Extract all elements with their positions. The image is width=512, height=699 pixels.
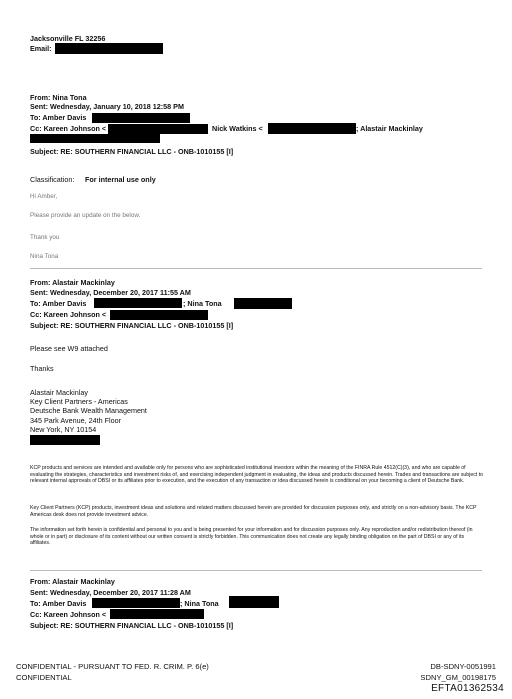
email1-greeting: Hi Amber, [30,193,58,200]
email1-thanks: Thank you [30,234,60,241]
signature-city: New York, NY 10154 [30,425,97,434]
redaction-bar [94,298,182,308]
redaction-bar [110,310,208,320]
email3-from: From: Alastair Mackinlay [30,577,115,586]
disclaimer-paragraph: The information set forth herein is confidential and personal to you and is being presented for your information and for discussion purposes only. Any reproduction and/or redistribution thereof (in whole or in part) or disclosure of its content without our written consent is strictly forbidden. This communication does not create any legally binding obligation on the part of DBSI or any of its affiliates. [30,527,473,547]
email2-cc: Cc: Kareen Johnson < [30,310,107,319]
email2-to-recipient: ; Nina Tona [183,299,222,308]
email2-body: Please see W9 attached [30,344,108,353]
email2-subject: Subject: RE: SOUTHERN FINANCIAL LLC - ONB-1010155 [I] [30,321,234,330]
separator-line [30,268,482,269]
redaction-bar [30,435,100,445]
signature-name: Alastair Mackinlay [30,388,88,397]
email3-subject: Subject: RE: SOUTHERN FINANCIAL LLC - ONB-1010155 [I] [30,621,234,630]
classification-label: Classification: [30,175,75,184]
email2-to: To: Amber Davis [30,299,87,308]
footer-bates-number: SDNY_GM_00198175 [420,673,496,682]
email1-signature: Nina Tona [30,253,59,260]
email2-thanks: Thanks [30,364,54,373]
redaction-bar [55,43,163,54]
redaction-bar [268,123,356,134]
disclaimer-paragraph: Key Client Partners (KCP) products, investment ideas and solutions and related matters discussed herein are provided for discussion purposes only, and strictly on a non-advisory basis. The KCP Americas desk does not provide investment advice. [30,505,477,518]
footer-confidential-pursuant: CONFIDENTIAL - PURSUANT TO FED. R. CRIM. P. 6(e) [16,662,209,671]
email1-cc-recipient: ; Alastair Mackinlay [356,124,423,133]
redaction-bar [92,113,190,123]
email3-sent: Sent: Wednesday, December 20, 2017 11:28 AM [30,588,191,597]
email3-to: To: Amber Davis [30,599,87,608]
classification-value: For internal use only [85,175,156,184]
redaction-bar [110,609,204,619]
signature-team: Key Client Partners - Americas [30,397,128,406]
email3-to-recipient: ; Nina Tona [180,599,219,608]
redaction-bar [234,298,292,309]
email1-from: From: Nina Tona [30,93,87,102]
email1-subject: Subject: RE: SOUTHERN FINANCIAL LLC - ONB-1010155 [I] [30,147,234,156]
redaction-bar [108,124,208,134]
signature-address: 345 Park Avenue, 24th Floor [30,416,121,425]
redaction-bar [30,134,160,143]
email1-body: Please provide an update on the below. [30,212,141,219]
redaction-bar [229,596,279,608]
footer-efta-number: EFTA01362534 [431,683,504,694]
footer-bates-number: DB-SDNY-0051991 [430,662,496,671]
signature-org: Deutsche Bank Wealth Management [30,406,147,415]
email2-from: From: Alastair Mackinlay [30,278,115,287]
footer-confidential: CONFIDENTIAL [16,673,72,682]
disclaimer-paragraph: KCP products and services are intended and available only for persons who are sophisticated institutional investors within the meaning of the FINRA Rule 4512(C)(3), and who are capable of evaluating the strategies, characteristics and investment risks of, and exercising independent judgment in evaluating, the ideas and products discussed herein. Trades and transactions are subject to relevant internal approvals of DBSI or its affiliates prior to execution, and the execution of any transaction or idea discussed herein is conditional on your becoming a client of Deutsche Bank. [30,465,484,485]
email1-cc-recipient: Nick Watkins < [212,124,263,133]
email1-sent: Sent: Wednesday, January 10, 2018 12:58 PM [30,102,184,111]
separator-line [30,570,482,571]
header-city-line: Jacksonville FL 32256 [30,34,106,43]
email3-cc: Cc: Kareen Johnson < [30,610,107,619]
header-email-label: Email: [30,44,52,53]
email1-cc: Cc: Kareen Johnson < [30,124,107,133]
redaction-bar [92,598,180,608]
email2-sent: Sent: Wednesday, December 20, 2017 11:55 AM [30,288,191,297]
email1-to: To: Amber Davis [30,113,87,122]
